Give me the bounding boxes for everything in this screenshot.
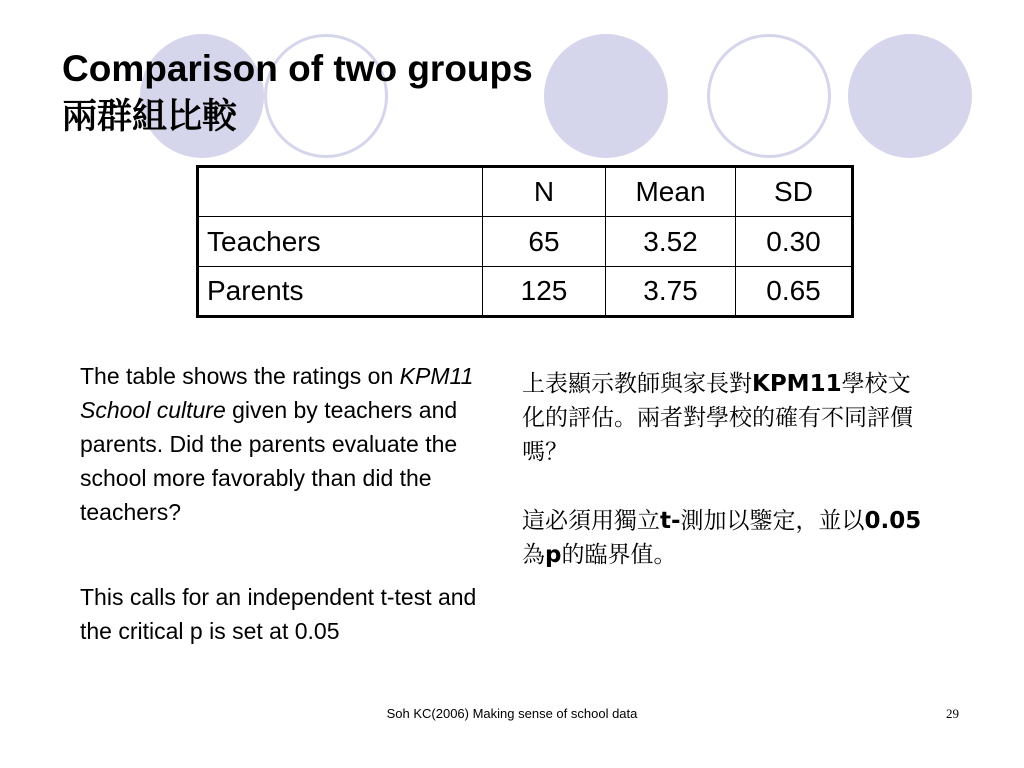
header-cell: Mean: [606, 167, 736, 217]
table-cell: Parents: [198, 267, 483, 317]
page-number: 29: [946, 706, 959, 721]
table-header-row: [198, 167, 853, 217]
table-cell: 0.65: [736, 267, 853, 317]
decor-circle-3: [544, 34, 668, 158]
bold-term: p: [545, 542, 562, 568]
header-cell: N: [483, 167, 606, 217]
chinese-question-paragraph: [522, 367, 922, 469]
header-cell: SD: [736, 167, 853, 217]
slide-footer: Soh KC(2006) Making sense of school data: [386, 706, 638, 721]
english-method-paragraph: This calls for an independent t-test and the critical p is set at 0.05: [80, 584, 477, 644]
decor-circle-4: [707, 34, 831, 158]
bold-term: t-: [660, 508, 681, 534]
table-cell: 3.52: [606, 217, 736, 267]
header-cell: [198, 167, 483, 217]
text-span: 學校文化的評估。兩者對學校的確有不同評價嗎？: [522, 371, 913, 465]
table-cell: 65: [483, 217, 606, 267]
chinese-method-paragraph: [522, 504, 922, 572]
table-cell: 0.30: [736, 217, 853, 267]
table-cell: 3.75: [606, 267, 736, 317]
text-span: 的臨界值。: [561, 542, 677, 568]
text-span: The table shows the ratings on: [80, 363, 400, 389]
english-question-paragraph: [80, 359, 480, 529]
table-row: [198, 217, 853, 267]
slide-title-zh: 兩群組比較: [62, 97, 238, 137]
table-cell: 125: [483, 267, 606, 317]
text-span: 上表顯示教師與家長對: [522, 371, 752, 397]
table-row: [198, 267, 853, 317]
slide-title: Comparison of two groups: [62, 48, 533, 89]
bold-term: 0.05: [864, 508, 922, 534]
text-span: 為: [522, 542, 545, 568]
decor-circle-5: [848, 34, 972, 158]
table-cell: Teachers: [198, 217, 483, 267]
text-span: 測加以鑒定，並以: [680, 508, 865, 534]
italic-term: KPM11 School culture: [80, 363, 474, 423]
bold-term: KPM11: [752, 371, 842, 397]
text-span: 這必須用獨立: [522, 508, 660, 534]
text-span: given by teachers and parents. Did the parents evaluate the school more favorably than did the teachers?: [80, 397, 458, 525]
comparison-table: [196, 165, 854, 318]
